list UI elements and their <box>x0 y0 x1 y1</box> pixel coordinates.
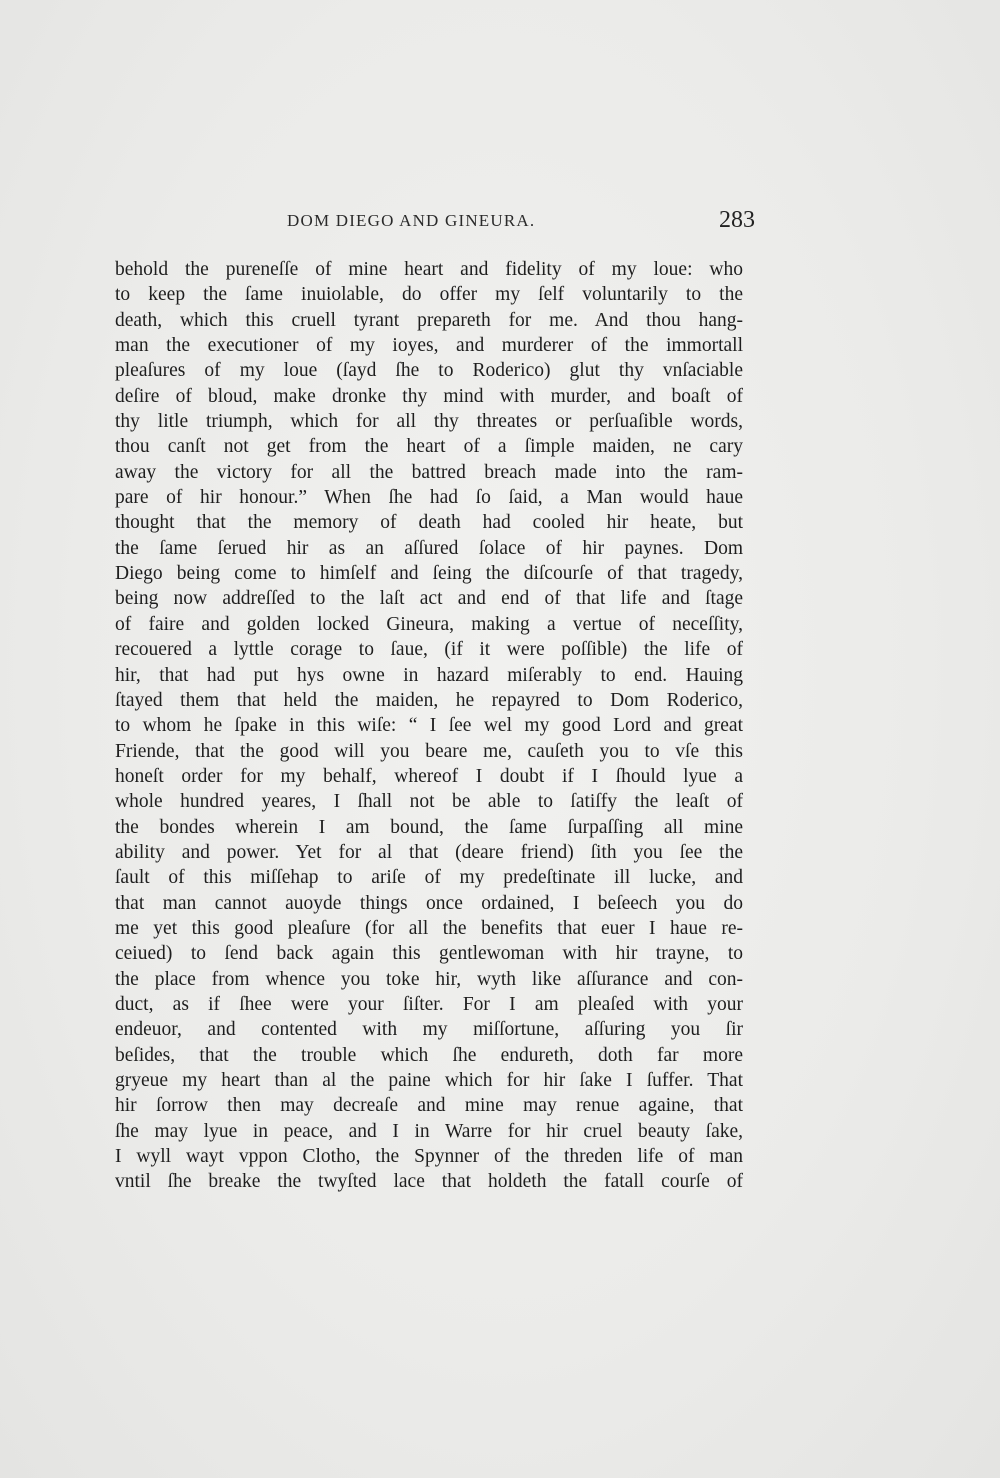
text-line: vntil ſhe breake the twyſted lace that holdeth the fatall courſe of <box>115 1171 743 1193</box>
text-line: gryeue my heart than al the paine which for hir ſake I ſuffer. That <box>115 1070 743 1091</box>
text-line: I wyll wayt vppon Clotho, the Spynner of the threden life of man <box>115 1146 743 1168</box>
text-line: the place from whence you toke hir, wyth like aſſurance and con- <box>115 968 743 990</box>
text-line: whole hundred yeares, I ſhall not be able to ſatiſfy the leaſt of <box>115 791 743 813</box>
text-line: endeuor, and contented with my miſſortune, aſſuring you ſir <box>115 1019 743 1041</box>
body-text <box>115 257 743 1195</box>
text-line: ceiued) to ſend back again this gentlewoman with hir trayne, to <box>115 943 743 965</box>
text-line: death, which this cruell tyrant prepareth for me. And thou hang- <box>115 309 743 331</box>
text-line: pleaſures of my loue (ſayd ſhe to Roderico) glut thy vnſaciable <box>115 360 743 382</box>
text-line: hir ſorrow then may decreaſe and mine may renue againe, that <box>115 1095 743 1117</box>
text-line: pare of hir honour.” When ſhe had ſo ſaid, a Man would haue <box>115 487 743 509</box>
text-line: Diego being come to himſelf and ſeing the diſcourſe of that tragedy, <box>115 563 743 585</box>
text-line: to keep the ſame inuiolable, do offer my ſelf voluntarily to the <box>115 284 743 306</box>
text-line: recouered a lyttle corage to ſaue, (if it were poſſible) the life of <box>115 639 743 661</box>
text-line: ſhe may lyue in peace, and I in Warre for hir cruel beauty ſake, <box>115 1120 743 1142</box>
text-line: ability and power. Yet for al that (deare friend) ſith you ſee the <box>115 841 743 863</box>
text-line: to whom he ſpake in this wiſe: “ I ſee wel my good Lord and great <box>115 715 743 737</box>
page-number: 283 <box>719 207 755 233</box>
text-line: duct, as if ſhee were your ſiſter. For I am pleaſed with your <box>115 993 743 1015</box>
text-line: being now addreſſed to the laſt act and end of that life and ſtage <box>115 588 743 610</box>
text-line: behold the pureneſſe of mine heart and fidelity of my loue: who <box>115 259 743 280</box>
text-line: beſides, that the trouble which ſhe endureth, doth far more <box>115 1044 743 1066</box>
text-line: thou canſt not get from the heart of a ſimple maiden, ne cary <box>115 436 743 458</box>
text-line: the ſame ſerued hir as an aſſured ſolace of hir paynes. Dom <box>115 537 743 559</box>
text-line: hir, that had put hys owne in hazard miſerably to end. Hauing <box>115 664 743 686</box>
text-line: thy litle triumph, which for all thy threates or perſuaſible words, <box>115 411 743 433</box>
text-line: Friende, that the good will you beare me, cauſeth you to vſe this <box>115 740 743 762</box>
text-line: away the victory for all the battred breach made into the ram- <box>115 461 743 483</box>
text-line: ſtayed them that held the maiden, he repayred to Dom Roderico, <box>115 689 743 711</box>
text-line: honeſt order for my behalf, whereof I doubt if I ſhould lyue a <box>115 765 743 787</box>
running-head: DOM DIEGO AND GINEURA. <box>287 211 536 230</box>
text-line: ſault of this miſſehap to ariſe of my predeſtinate ill lucke, and <box>115 867 743 889</box>
text-line: the bondes wherein I am bound, the ſame ſurpaſſing all mine <box>115 816 743 838</box>
text-line: me yet this good pleaſure (for all the benefits that euer I haue re- <box>115 917 743 939</box>
text-line: that man cannot auoyde things once ordained, I beſeech you do <box>115 892 743 914</box>
text-line: of faire and golden locked Gineura, making a vertue of neceſſity, <box>115 613 743 635</box>
text-line: thought that the memory of death had cooled hir heate, but <box>115 512 743 534</box>
page-header <box>115 207 755 241</box>
text-line: deſire of bloud, make dronke thy mind with murder, and boaſt of <box>115 385 743 407</box>
text-line: man the executioner of my ioyes, and murderer of the immortall <box>115 335 743 357</box>
